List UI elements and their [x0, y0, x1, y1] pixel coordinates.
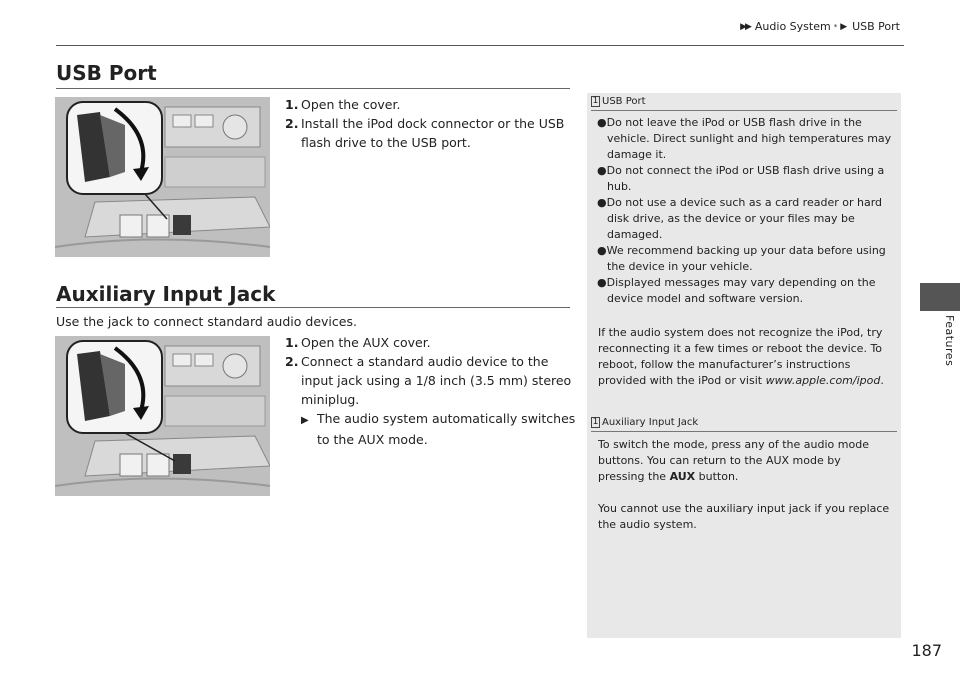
side-tab — [920, 283, 960, 311]
bullet-item: ●We recommend backing up your data before using the device in your vehicle. — [597, 244, 886, 273]
aux-step-2: 2. Connect a standard audio device to the input jack using a 1/8 inch (3.5 mm) stereo miniplug. — [285, 354, 572, 407]
apple-link: www.apple.com/ipod — [765, 374, 881, 387]
usb-steps — [285, 95, 575, 152]
usb-note-bullets — [597, 115, 895, 307]
aux-note-title: 1 Auxiliary Input Jack — [592, 417, 699, 428]
reference-icon: 1 — [592, 417, 599, 427]
reference-icon: 1 — [592, 96, 599, 106]
aux-step-1: 1. Open the AUX cover. — [285, 335, 431, 350]
aux-substep: ▶ The audio system automatically switches to the AUX mode. — [301, 411, 576, 447]
bullet-item: ●Displayed messages may vary depending on the device model and software version. — [597, 276, 876, 305]
breadcrumb-section: Audio System — [754, 20, 831, 33]
aux-note-divider — [591, 431, 897, 432]
aux-intro: Use the jack to connect standard audio devices. — [56, 314, 357, 329]
bullet-item: ●Do not leave the iPod or USB flash drive in the vehicle. Direct sunlight and high temperatures may damage it. — [597, 116, 892, 161]
usb-note-title: 1 USB Port — [592, 96, 646, 107]
notes-panel — [587, 93, 901, 638]
breadcrumb-page: USB Port — [852, 20, 900, 33]
aux-illustration — [55, 336, 270, 496]
breadcrumb-marker: * — [833, 22, 838, 31]
aux-heading-divider — [56, 307, 570, 308]
aux-heading: Auxiliary Input Jack — [56, 282, 276, 306]
usb-port-diagram — [55, 97, 270, 257]
aux-note-paragraph-2: You cannot use the auxiliary input jack if you replace the audio system. — [598, 502, 890, 531]
aux-jack-diagram — [55, 336, 270, 496]
arrow-icon: ▶ — [840, 21, 848, 32]
top-divider — [56, 45, 904, 46]
usb-step-1: 1. Open the cover. — [285, 97, 401, 112]
aux-note-paragraph-1: To switch the mode, press any of the audio mode buttons. You can return to the AUX mode by pressing the AUX button. — [598, 438, 869, 483]
usb-note-divider — [591, 110, 897, 111]
side-tab-label: Features — [943, 315, 956, 367]
aux-steps — [285, 333, 585, 449]
arrow-icon: ▶ — [301, 415, 309, 426]
double-arrow-icon: ▶▶ — [740, 21, 750, 32]
usb-step-2: 2. Install the iPod dock connector or the USB flash drive to the USB port. — [285, 116, 565, 150]
usb-heading: USB Port — [56, 61, 157, 85]
breadcrumb — [740, 20, 900, 33]
bullet-item: ●Do not connect the iPod or USB flash drive using a hub. — [597, 164, 885, 193]
page-number: 187 — [911, 641, 942, 660]
usb-illustration — [55, 97, 270, 257]
usb-note-paragraph: If the audio system does not recognize the iPod, try reconnecting it a few times or reboot the device. To reboot, follow the manufacturer’s instructions provided with the iPod or visit www.apple.com/ipod. — [598, 326, 884, 387]
bullet-item: ●Do not use a device such as a card reader or hard disk drive, as the device or your files may be damaged. — [597, 196, 883, 241]
usb-heading-divider — [56, 88, 570, 89]
